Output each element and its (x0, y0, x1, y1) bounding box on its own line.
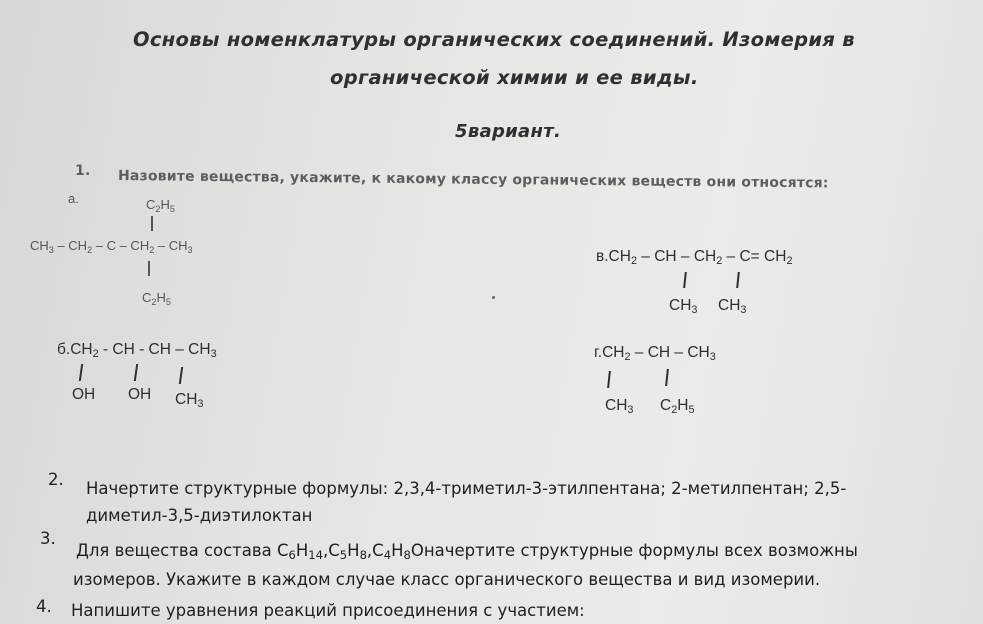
task-2-line-1: Начертите структурные формулы: 2,3,4-триметил-3-этилпентана; 2-метилпентан; 2,5- (86, 479, 847, 498)
structure-b-substituent-1: OH (72, 386, 96, 403)
structure-a-bond-top (151, 216, 153, 231)
structure-v-substituent-2: $CH_3$ (718, 297, 747, 316)
structure-b-bond-3 (179, 367, 183, 384)
task-1-text: Назовите вещества, укажите, к какому классу органических веществ они относятся: (117, 168, 829, 192)
structure-g-label: г. (594, 344, 603, 361)
structure-g-substituent-2: $C_2H_5$ (660, 397, 695, 416)
structure-b-bond-1 (79, 364, 83, 381)
structure-b-substituent-3: $CH_3$ (175, 391, 204, 410)
title-line-2: органической химии и ее виды. (330, 66, 699, 89)
structure-g-bond-1 (607, 371, 611, 388)
structure-v-main-chain: $в.CH_2$ – CH – $CH_2 - C= CH_2$ (596, 248, 793, 267)
structure-a-bottom-substituent: $C_2H_5$ (142, 290, 171, 307)
structure-a-top-substituent: $C_2H_5$ (146, 197, 175, 214)
structure-a-bond-bottom (148, 261, 150, 276)
task-4-line-1: Напишите уравнения реакций присоединения с участием: (71, 601, 585, 620)
task-1-number: 1. (75, 163, 91, 179)
structure-g-main-chain: $г.CH_2$ – CH – $CH_3$ (594, 344, 716, 363)
structure-b-bond-2 (134, 364, 138, 381)
structure-b-main-chain: $б.CH_2$ - CH - CH – $CH_3$ (57, 341, 217, 360)
structure-a-label: а. (68, 191, 79, 206)
variant-heading: 5вариант. (455, 121, 562, 142)
structure-g-bond-2 (665, 369, 669, 386)
structure-a-main-chain: $CH_3 - CH_2$ – C – $CH_2 - CH_3$ (30, 238, 193, 255)
task-3-line-1: Для вещества состава $C_6H_{14},C_5H_8,C_4H_8Оначертите$ структурные формулы всех возможны (76, 541, 858, 562)
task-3-line-2: изомеров. Укажите в каждом случае класс органического вещества и вид изомерии. (73, 570, 821, 589)
task-4-number: 4. (36, 597, 52, 616)
structure-v-bond-2 (736, 272, 740, 288)
structure-b-label: б. (57, 341, 71, 358)
paper-speck (492, 296, 495, 299)
structure-b-substituent-2: OH (128, 386, 152, 403)
structure-v-label: в. (596, 248, 609, 265)
task-2-line-2: диметил-3,5-диэтилоктан (86, 506, 313, 525)
title-line-1: Основы номенклатуры органических соединений. Изомерия в (133, 28, 855, 51)
task-3-number: 3. (40, 529, 56, 548)
task-2-number: 2. (48, 470, 64, 489)
structure-v-bond-1 (683, 272, 687, 288)
structure-v-substituent-1: $CH_3$ (669, 297, 698, 316)
structure-g-substituent-1: $CH_3$ (605, 397, 634, 416)
